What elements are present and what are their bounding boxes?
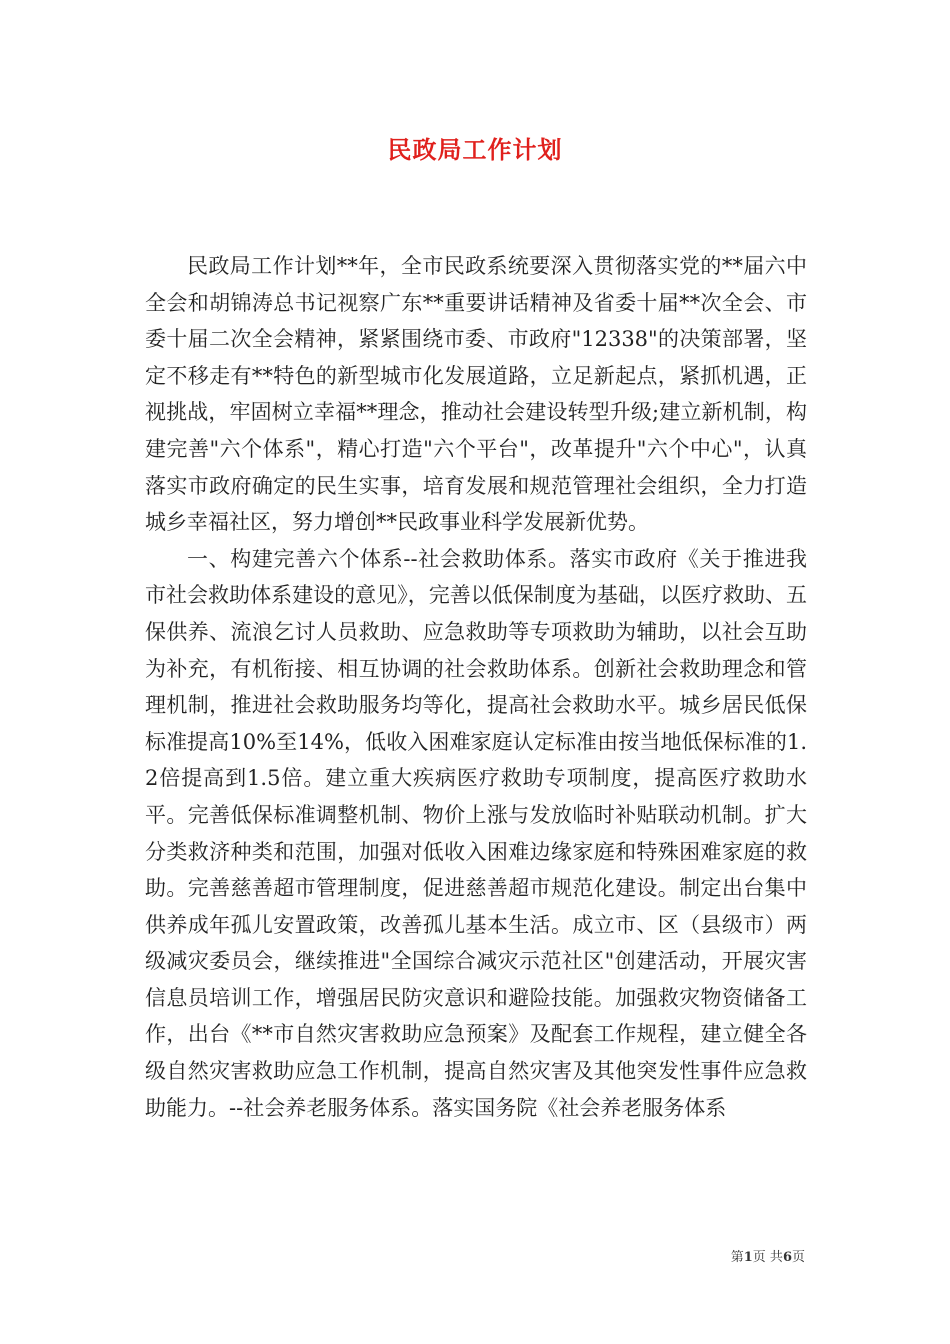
footer-prefix: 第 — [730, 1250, 744, 1265]
page-footer — [731, 1246, 805, 1265]
document-body — [145, 248, 807, 1126]
paragraph-intro: 民政局工作计划**年，全市民政系统要深入贯彻落实党的**届六中全会和胡锦涛总书记视察广东**重要讲话精神及省委十届**次全会、市委十届二次全会精神，紧紧围绕市委、市政府"12338"的决策部署，坚定不移走有**特色的新型城市化发展道路，立足新起点，紧抓机遇，正视挑战，牢固树立幸福**理念，推动社会建设转型升级;建立新机制，构建完善"六个体系"，精心打造"六个平台"，改革提升"六个中心"，认真落实市政府确定的民生实事，培育发展和规范管理社会组织，全力打造城乡幸福社区，努力增创**民政事业科学发展新优势。 — [145, 254, 807, 535]
footer-page-number: 1 — [743, 1250, 753, 1265]
footer-suffix: 页 — [791, 1250, 805, 1265]
document-title: 民政局工作计划 — [387, 135, 563, 164]
footer-middle: 页 共 — [752, 1250, 783, 1265]
paragraph-section-1: 一、构建完善六个体系--社会救助体系。落实市政府《关于推进我市社会救助体系建设的意见》，完善以低保制度为基础，以医疗救助、五保供养、流浪乞讨人员救助、应急救助等专项救助为辅助，以社会互助为补充，有机衔接、相互协调的社会救助体系。创新社会救助理念和管理机制，推进社会救助服务均等化，提高社会救助水平。城乡居民低保标准提高10%至14%，低收入困难家庭认定标准由按当地低保标准的1.2倍提高到1.5倍。建立重大疾病医疗救助专项制度，提高医疗救助水平。完善低保标准调整机制、物价上涨与发放临时补贴联动机制。扩大分类救济种类和范围，加强对低收入困难边缘家庭和特殊困难家庭的救助。完善慈善超市管理制度，促进慈善超市规范化建设。制定出台集中供养成年孤儿安置政策，改善孤儿基本生活。成立市、区（县级市）两级减灾委员会，继续推进"全国综合减灾示范社区"创建活动，开展灾害信息员培训工作，增强居民防灾意识和避险技能。加强救灾物资储备工作，出台《**市自然灾害救助应急预案》及配套工作规程，建立健全各级自然灾害救助应急工作机制，提高自然灾害及其他突发性事件应急救助能力。--社会养老服务体系。落实国务院《社会养老服务体系 — [145, 546, 807, 1120]
footer-total-pages: 6 — [782, 1250, 792, 1265]
